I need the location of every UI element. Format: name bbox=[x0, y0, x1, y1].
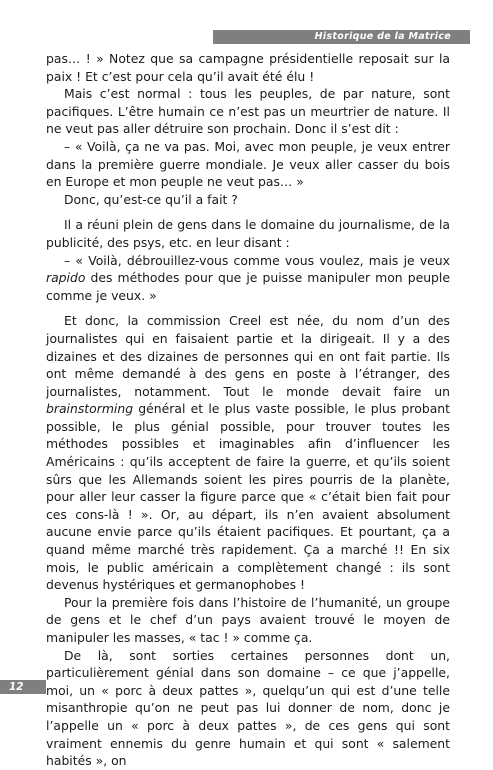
paragraph-7-text-a: Et donc, la commission Creel est née, du nom d’un des journalistes qui en faisaient partie et la dirigeait. Il y a des dizaines et des dizaines de personnes qui en ont fait partie. Ils ont même demandé à des gens en poste à l’étranger, des journalistes, notamment. Tout le monde devait faire un bbox=[46, 313, 450, 399]
running-header-title: Historique de la Matrice bbox=[314, 31, 451, 42]
paragraph-3-quote: – « Voilà, ça ne va pas. Moi, avec mon peuple, je veux entrer dans la première guerre mondiale. Je veux aller casser du bois en Europe et mon peuple ne veut pas… » bbox=[46, 138, 450, 190]
paragraph-9: De là, sont sorties certaines personnes dont un, particulièrement génial dans son domaine – ce que j’appelle, moi, un « porc à deux pattes », quelqu’un qui est d’une telle misanthropie qu’on ne peut pas lui donner de nom, donc je l’appelle un « porc à deux pattes », de ces gens qui sont vraiment ennemis du genre humain et qui sont « salement habités », on bbox=[46, 647, 450, 769]
paragraph-6-text-b: des méthodes pour que je puisse manipuler mon peuple comme je veux. » bbox=[46, 270, 450, 303]
paragraph-6-quote bbox=[46, 252, 450, 305]
paragraph-2: Mais c’est normal : tous les peuples, de par nature, sont pacifiques. L’être humain ce n’est pas un meurtrier de nature. Il ne veut pas aller détruire son prochain. Donc il s’est dit : bbox=[46, 86, 450, 137]
paragraph-5: Il a réuni plein de gens dans le domaine du journalisme, de la publicité, des psys, etc. en leur disant : bbox=[46, 217, 450, 250]
paragraph-4: Donc, qu’est-ce qu’il a fait ? bbox=[64, 191, 238, 207]
paragraph-7 bbox=[46, 312, 450, 594]
paragraph-6-text-a: – « Voilà, débrouillez-vous comme vous voulez, mais je veux bbox=[64, 252, 450, 268]
page-body bbox=[46, 50, 450, 770]
paragraph-8: Pour la première fois dans l’histoire de l’humanité, un groupe de gens et le chef d’un pays avaient trouvé le moyen de manipuler les masses, « tac ! » comme ça. bbox=[46, 594, 450, 645]
page-number: 12 bbox=[9, 681, 24, 693]
paragraph-1: pas… ! » Notez que sa campagne présidentielle reposait sur la paix ! Et c’est pour cela qu’il avait été élu ! bbox=[46, 51, 450, 84]
paragraph-6-emphasis: rapido bbox=[46, 270, 86, 286]
paragraph-7-emphasis: brainstorming bbox=[46, 401, 134, 417]
paragraph-7-text-b: général et le plus vaste possible, le plus probant possible, le plus génial possible, pour trouver toutes les méthodes possibles et imaginables afin d’influencer les Américains : qu’ils acceptent de faire la guerre, et qu’ils soient sûrs que les Allemands soient les pires pourris de la planète, pour aller leur casser la figure parce que « c’était bien fait pour ces cons-là ! ». Or, au départ, ils n’en avaient absolument aucune envie parce qu’ils étaient pacifiques. Et pourtant, ça a quand même marché très rapidement. Ça a marché !! En six mois, le public américain a complètement changé : ils sont devenus hystériques et germanophobes ! bbox=[46, 401, 450, 593]
